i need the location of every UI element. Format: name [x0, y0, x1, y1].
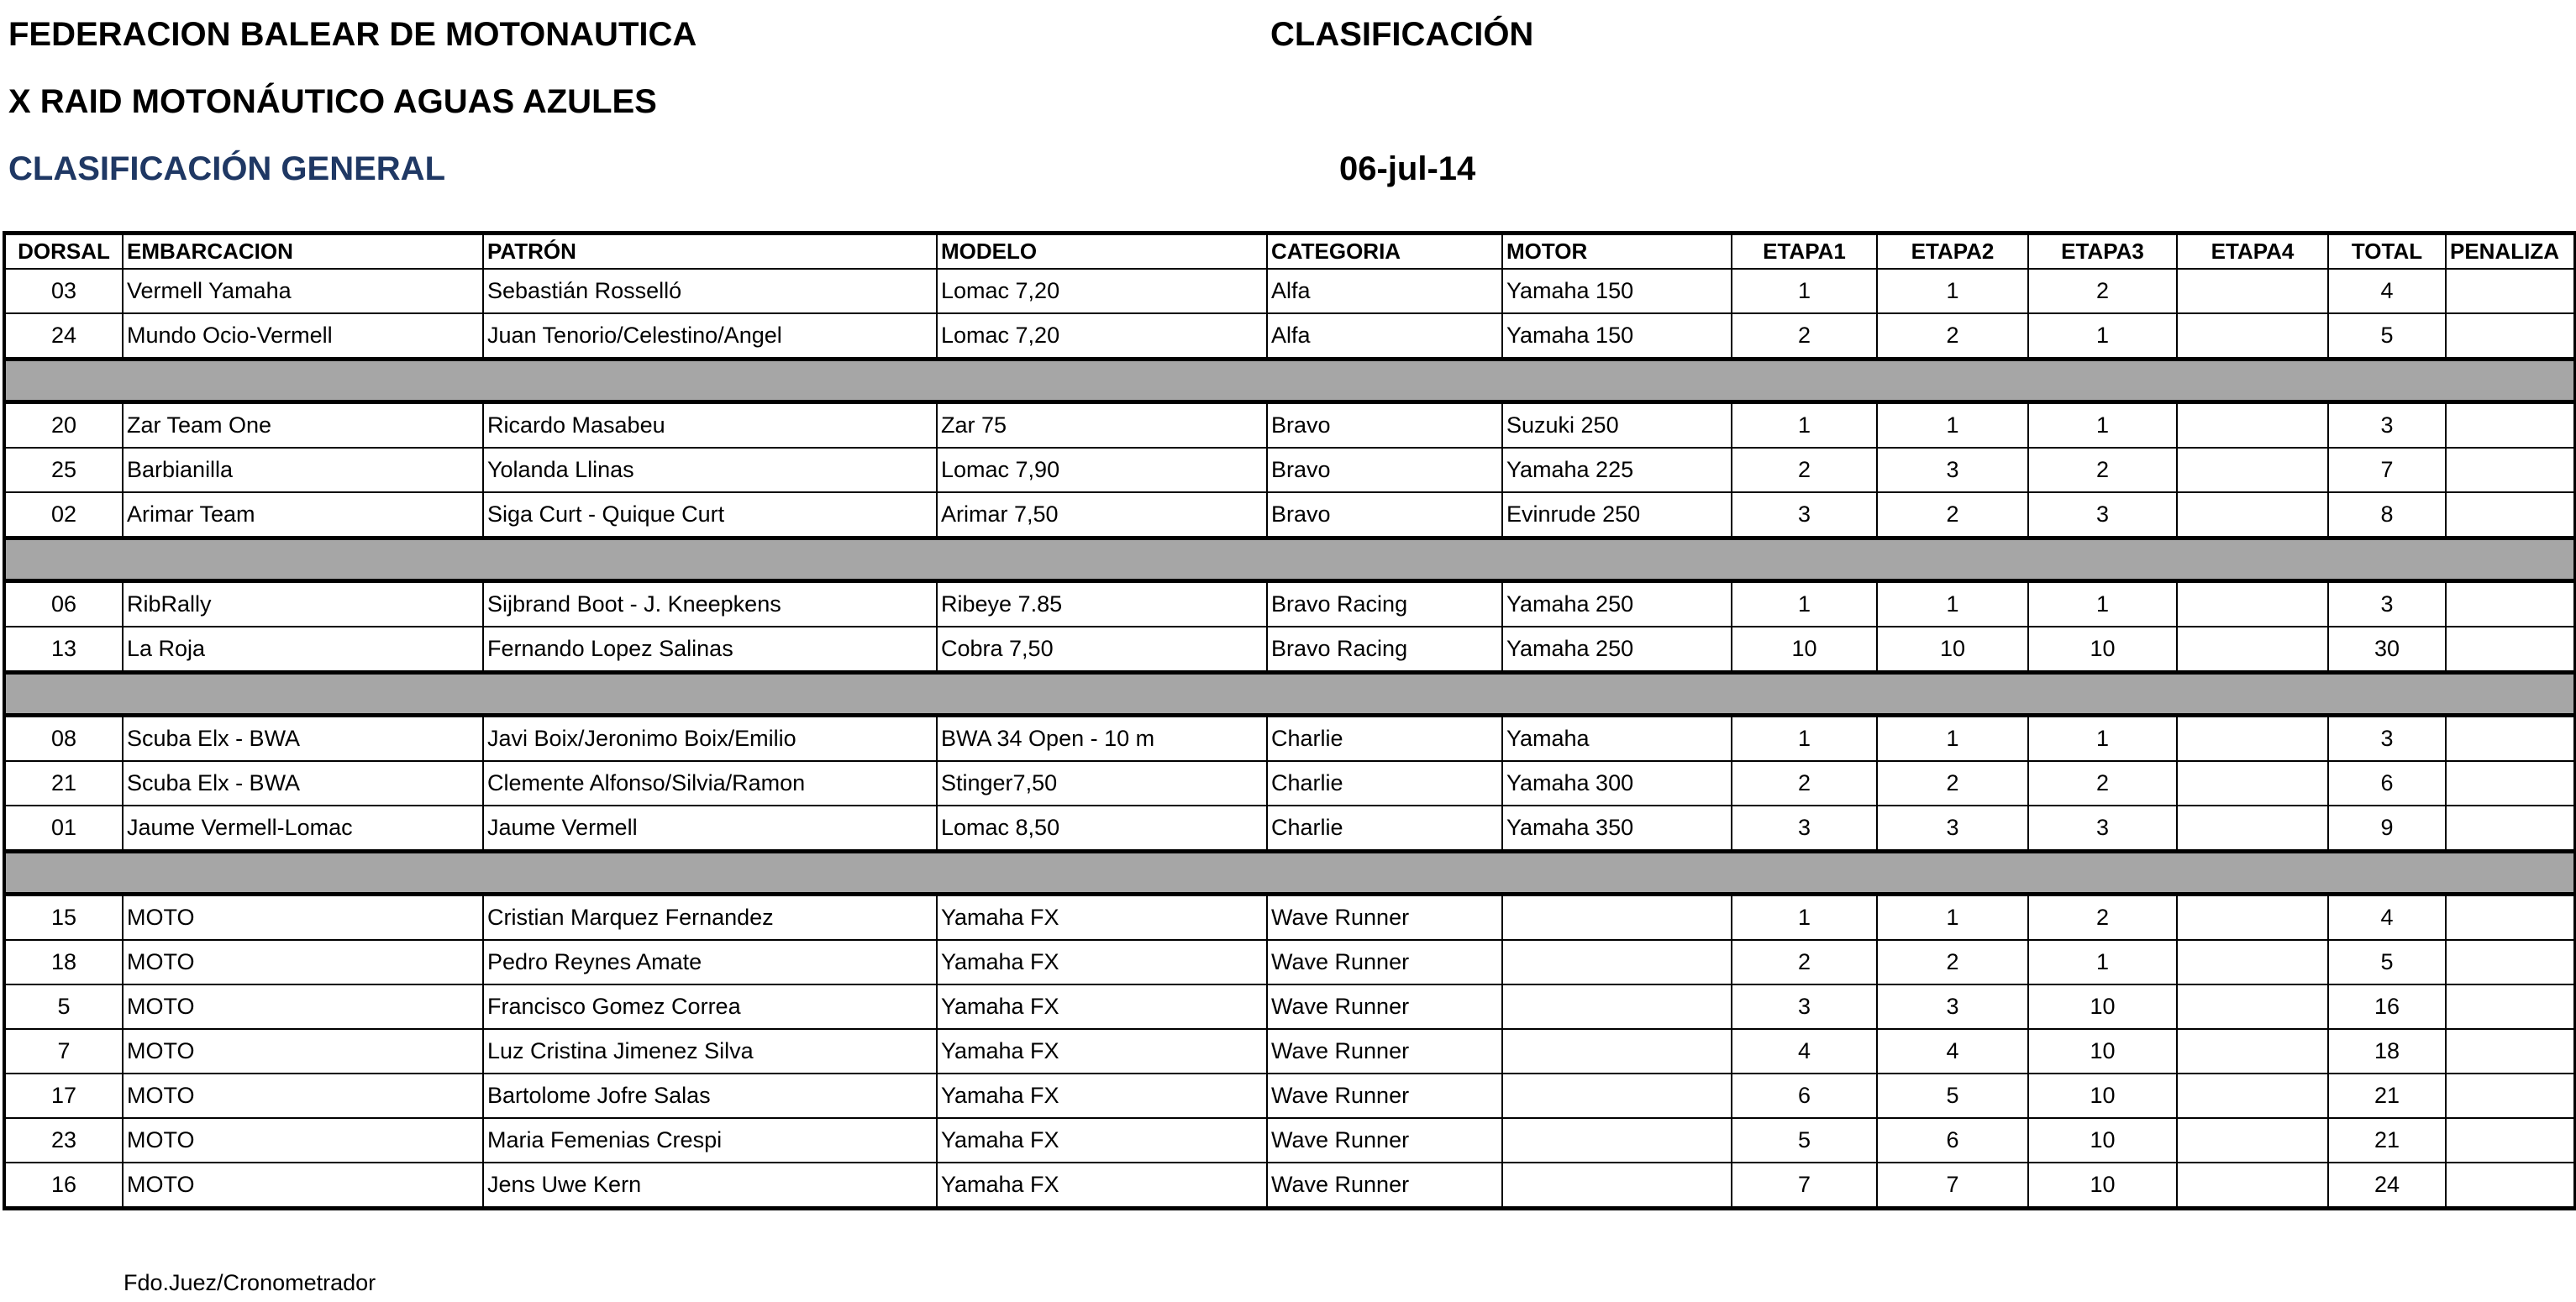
stage1-cell: 2 [1732, 940, 1877, 984]
stage1-cell: 1 [1732, 895, 1877, 941]
total-cell: 7 [2328, 448, 2446, 492]
table-row [4, 1029, 2575, 1074]
skipper-cell: Jens Uwe Kern [483, 1163, 937, 1209]
category-separator [4, 360, 2575, 402]
separator-band [4, 360, 2575, 402]
table-row [4, 269, 2575, 313]
general-classification-title: CLASIFICACIÓN GENERAL [8, 150, 445, 187]
column-header-etapa3: ETAPA3 [2028, 234, 2177, 270]
boat-cell: Mundo Ocio-Vermell [123, 313, 483, 360]
table-row [4, 492, 2575, 538]
boat-cell: MOTO [123, 1029, 483, 1074]
penalty-cell [2446, 895, 2575, 941]
dorsal-cell: 06 [4, 581, 123, 627]
dorsal-cell: 7 [4, 1029, 123, 1074]
total-cell: 3 [2328, 581, 2446, 627]
total-cell: 21 [2328, 1074, 2446, 1118]
table-row [4, 402, 2575, 449]
motor-cell: Evinrude 250 [1502, 492, 1732, 538]
column-header-total: TOTAL [2328, 234, 2446, 270]
total-cell: 30 [2328, 627, 2446, 673]
total-cell: 3 [2328, 716, 2446, 762]
stage4-cell [2177, 1163, 2328, 1209]
category-cell: Bravo [1267, 448, 1502, 492]
model-cell: Lomac 8,50 [937, 806, 1267, 852]
stage1-cell: 1 [1732, 716, 1877, 762]
stage1-cell: 5 [1732, 1118, 1877, 1163]
motor-cell: Suzuki 250 [1502, 402, 1732, 449]
skipper-cell: Fernando Lopez Salinas [483, 627, 937, 673]
stage4-cell [2177, 581, 2328, 627]
model-cell: Cobra 7,50 [937, 627, 1267, 673]
boat-cell: Scuba Elx - BWA [123, 716, 483, 762]
penalty-cell [2446, 269, 2575, 313]
category-cell: Charlie [1267, 761, 1502, 806]
table-row [4, 761, 2575, 806]
table-row [4, 1163, 2575, 1209]
column-header-dorsal: DORSAL [4, 234, 123, 270]
stage3-cell: 1 [2028, 313, 2177, 360]
motor-cell [1502, 984, 1732, 1029]
total-cell: 5 [2328, 313, 2446, 360]
stage2-cell: 7 [1877, 1163, 2028, 1209]
model-cell: Yamaha FX [937, 1029, 1267, 1074]
table-row [4, 895, 2575, 941]
skipper-cell: Bartolome Jofre Salas [483, 1074, 937, 1118]
stage1-cell: 7 [1732, 1163, 1877, 1209]
model-cell: Ribeye 7.85 [937, 581, 1267, 627]
motor-cell: Yamaha 300 [1502, 761, 1732, 806]
model-cell: BWA 34 Open - 10 m [937, 716, 1267, 762]
dorsal-cell: 23 [4, 1118, 123, 1163]
motor-cell: Yamaha 225 [1502, 448, 1732, 492]
motor-cell: Yamaha 250 [1502, 627, 1732, 673]
category-cell: Bravo Racing [1267, 581, 1502, 627]
model-cell: Lomac 7,90 [937, 448, 1267, 492]
boat-cell: RibRally [123, 581, 483, 627]
skipper-cell: Ricardo Masabeu [483, 402, 937, 449]
category-cell: Wave Runner [1267, 1074, 1502, 1118]
penalty-cell [2446, 1029, 2575, 1074]
stage3-cell: 1 [2028, 402, 2177, 449]
penalty-cell [2446, 984, 2575, 1029]
stage1-cell: 1 [1732, 581, 1877, 627]
dorsal-cell: 20 [4, 402, 123, 449]
stage1-cell: 2 [1732, 313, 1877, 360]
stage3-cell: 1 [2028, 940, 2177, 984]
boat-cell: Scuba Elx - BWA [123, 761, 483, 806]
category-cell: Wave Runner [1267, 1163, 1502, 1209]
stage3-cell: 2 [2028, 448, 2177, 492]
motor-cell [1502, 1074, 1732, 1118]
model-cell: Yamaha FX [937, 984, 1267, 1029]
category-separator [4, 673, 2575, 716]
motor-cell [1502, 940, 1732, 984]
stage4-cell [2177, 313, 2328, 360]
total-cell: 21 [2328, 1118, 2446, 1163]
stage4-cell [2177, 984, 2328, 1029]
stage4-cell [2177, 895, 2328, 941]
stage1-cell: 1 [1732, 402, 1877, 449]
column-header-penaliza: PENALIZA [2446, 234, 2575, 270]
stage2-cell: 6 [1877, 1118, 2028, 1163]
stage4-cell [2177, 806, 2328, 852]
penalty-cell [2446, 806, 2575, 852]
stage2-cell: 3 [1877, 984, 2028, 1029]
dorsal-cell: 13 [4, 627, 123, 673]
stage1-cell: 1 [1732, 269, 1877, 313]
category-cell: Alfa [1267, 269, 1502, 313]
boat-cell: Arimar Team [123, 492, 483, 538]
table-row [4, 806, 2575, 852]
penalty-cell [2446, 402, 2575, 449]
boat-cell: MOTO [123, 940, 483, 984]
stage3-cell: 10 [2028, 1118, 2177, 1163]
category-cell: Wave Runner [1267, 895, 1502, 941]
stage2-cell: 1 [1877, 895, 2028, 941]
dorsal-cell: 01 [4, 806, 123, 852]
event-date: 06-jul-14 [1339, 150, 1476, 187]
federation-name: FEDERACION BALEAR DE MOTONAUTICA [8, 16, 697, 53]
penalty-cell [2446, 313, 2575, 360]
table-row [4, 1118, 2575, 1163]
motor-cell: Yamaha 250 [1502, 581, 1732, 627]
model-cell: Stinger7,50 [937, 761, 1267, 806]
column-header-etapa2: ETAPA2 [1877, 234, 2028, 270]
stage4-cell [2177, 402, 2328, 449]
judge-signature-label: Fdo.Juez/Cronometrador [124, 1270, 376, 1295]
penalty-cell [2446, 627, 2575, 673]
penalty-cell [2446, 716, 2575, 762]
dorsal-cell: 18 [4, 940, 123, 984]
stage2-cell: 3 [1877, 806, 2028, 852]
stage1-cell: 3 [1732, 806, 1877, 852]
stage2-cell: 1 [1877, 402, 2028, 449]
penalty-cell [2446, 1074, 2575, 1118]
table-row [4, 716, 2575, 762]
stage2-cell: 2 [1877, 492, 2028, 538]
stage2-cell: 2 [1877, 940, 2028, 984]
category-cell: Charlie [1267, 806, 1502, 852]
results-table [3, 231, 2576, 1210]
penalty-cell [2446, 492, 2575, 538]
motor-cell [1502, 1163, 1732, 1209]
category-separator [4, 538, 2575, 581]
category-cell: Wave Runner [1267, 1029, 1502, 1074]
model-cell: Yamaha FX [937, 1074, 1267, 1118]
column-header-embarcacion: EMBARCACION [123, 234, 483, 270]
skipper-cell: Sebastián Rosselló [483, 269, 937, 313]
stage4-cell [2177, 716, 2328, 762]
model-cell: Arimar 7,50 [937, 492, 1267, 538]
dorsal-cell: 15 [4, 895, 123, 941]
stage3-cell: 10 [2028, 984, 2177, 1029]
boat-cell: MOTO [123, 984, 483, 1029]
stage4-cell [2177, 492, 2328, 538]
total-cell: 9 [2328, 806, 2446, 852]
stage2-cell: 2 [1877, 313, 2028, 360]
column-header-etapa4: ETAPA4 [2177, 234, 2328, 270]
stage3-cell: 10 [2028, 1074, 2177, 1118]
stage3-cell: 2 [2028, 895, 2177, 941]
motor-cell: Yamaha [1502, 716, 1732, 762]
stage4-cell [2177, 1118, 2328, 1163]
motor-cell [1502, 1029, 1732, 1074]
motor-cell: Yamaha 150 [1502, 269, 1732, 313]
stage4-cell [2177, 627, 2328, 673]
table-row [4, 448, 2575, 492]
stage3-cell: 2 [2028, 269, 2177, 313]
stage2-cell: 3 [1877, 448, 2028, 492]
stage2-cell: 1 [1877, 269, 2028, 313]
motor-cell [1502, 1118, 1732, 1163]
total-cell: 4 [2328, 269, 2446, 313]
total-cell: 16 [2328, 984, 2446, 1029]
table-row [4, 940, 2575, 984]
model-cell: Zar 75 [937, 402, 1267, 449]
skipper-cell: Maria Femenias Crespi [483, 1118, 937, 1163]
stage4-cell [2177, 761, 2328, 806]
skipper-cell: Sijbrand Boot - J. Kneepkens [483, 581, 937, 627]
stage1-cell: 6 [1732, 1074, 1877, 1118]
table-row [4, 984, 2575, 1029]
stage4-cell [2177, 269, 2328, 313]
skipper-cell: Yolanda Llinas [483, 448, 937, 492]
table-row [4, 1074, 2575, 1118]
motor-cell: Yamaha 150 [1502, 313, 1732, 360]
column-header-categoria: CATEGORIA [1267, 234, 1502, 270]
category-cell: Charlie [1267, 716, 1502, 762]
penalty-cell [2446, 581, 2575, 627]
model-cell: Yamaha FX [937, 1118, 1267, 1163]
boat-cell: Zar Team One [123, 402, 483, 449]
stage1-cell: 3 [1732, 984, 1877, 1029]
motor-cell: Yamaha 350 [1502, 806, 1732, 852]
dorsal-cell: 25 [4, 448, 123, 492]
boat-cell: MOTO [123, 1074, 483, 1118]
stage3-cell: 3 [2028, 492, 2177, 538]
penalty-cell [2446, 448, 2575, 492]
total-cell: 8 [2328, 492, 2446, 538]
stage1-cell: 3 [1732, 492, 1877, 538]
dorsal-cell: 17 [4, 1074, 123, 1118]
header-row [4, 234, 2575, 270]
stage4-cell [2177, 448, 2328, 492]
total-cell: 5 [2328, 940, 2446, 984]
dorsal-cell: 21 [4, 761, 123, 806]
stage2-cell: 10 [1877, 627, 2028, 673]
stage2-cell: 2 [1877, 761, 2028, 806]
skipper-cell: Juan Tenorio/Celestino/Angel [483, 313, 937, 360]
column-header-motor: MOTOR [1502, 234, 1732, 270]
skipper-cell: Jaume Vermell [483, 806, 937, 852]
document-title: CLASIFICACIÓN [1270, 16, 1534, 53]
table-body [4, 269, 2575, 1209]
dorsal-cell: 03 [4, 269, 123, 313]
category-cell: Bravo Racing [1267, 627, 1502, 673]
skipper-cell: Siga Curt - Quique Curt [483, 492, 937, 538]
dorsal-cell: 02 [4, 492, 123, 538]
stage2-cell: 1 [1877, 581, 2028, 627]
stage3-cell: 10 [2028, 1163, 2177, 1209]
separator-band [4, 673, 2575, 716]
total-cell: 18 [2328, 1029, 2446, 1074]
category-cell: Bravo [1267, 492, 1502, 538]
stage3-cell: 2 [2028, 761, 2177, 806]
category-cell: Wave Runner [1267, 984, 1502, 1029]
penalty-cell [2446, 940, 2575, 984]
dorsal-cell: 24 [4, 313, 123, 360]
stage1-cell: 4 [1732, 1029, 1877, 1074]
stage4-cell [2177, 940, 2328, 984]
stage3-cell: 3 [2028, 806, 2177, 852]
total-cell: 6 [2328, 761, 2446, 806]
total-cell: 4 [2328, 895, 2446, 941]
stage3-cell: 1 [2028, 716, 2177, 762]
skipper-cell: Clemente Alfonso/Silvia/Ramon [483, 761, 937, 806]
skipper-cell: Pedro Reynes Amate [483, 940, 937, 984]
boat-cell: MOTO [123, 1118, 483, 1163]
table-row [4, 627, 2575, 673]
skipper-cell: Cristian Marquez Fernandez [483, 895, 937, 941]
penalty-cell [2446, 1163, 2575, 1209]
column-header-etapa1: ETAPA1 [1732, 234, 1877, 270]
stage1-cell: 2 [1732, 448, 1877, 492]
category-separator [4, 852, 2575, 895]
table-row [4, 581, 2575, 627]
penalty-cell [2446, 761, 2575, 806]
stage2-cell: 1 [1877, 716, 2028, 762]
total-cell: 24 [2328, 1163, 2446, 1209]
table-row [4, 313, 2575, 360]
category-cell: Bravo [1267, 402, 1502, 449]
category-cell: Wave Runner [1267, 1118, 1502, 1163]
stage3-cell: 1 [2028, 581, 2177, 627]
model-cell: Yamaha FX [937, 1163, 1267, 1209]
separator-band [4, 852, 2575, 895]
model-cell: Lomac 7,20 [937, 313, 1267, 360]
stage2-cell: 5 [1877, 1074, 2028, 1118]
dorsal-cell: 08 [4, 716, 123, 762]
column-header-modelo: MODELO [937, 234, 1267, 270]
dorsal-cell: 5 [4, 984, 123, 1029]
stage2-cell: 4 [1877, 1029, 2028, 1074]
model-cell: Yamaha FX [937, 940, 1267, 984]
boat-cell: La Roja [123, 627, 483, 673]
stage1-cell: 2 [1732, 761, 1877, 806]
stage3-cell: 10 [2028, 627, 2177, 673]
stage4-cell [2177, 1029, 2328, 1074]
stage4-cell [2177, 1074, 2328, 1118]
boat-cell: Vermell Yamaha [123, 269, 483, 313]
separator-band [4, 538, 2575, 581]
boat-cell: Jaume Vermell-Lomac [123, 806, 483, 852]
boat-cell: MOTO [123, 1163, 483, 1209]
table-header [4, 234, 2575, 270]
dorsal-cell: 16 [4, 1163, 123, 1209]
boat-cell: MOTO [123, 895, 483, 941]
event-name: X RAID MOTONÁUTICO AGUAS AZULES [8, 83, 657, 120]
model-cell: Lomac 7,20 [937, 269, 1267, 313]
skipper-cell: Luz Cristina Jimenez Silva [483, 1029, 937, 1074]
penalty-cell [2446, 1118, 2575, 1163]
category-cell: Alfa [1267, 313, 1502, 360]
skipper-cell: Javi Boix/Jeronimo Boix/Emilio [483, 716, 937, 762]
boat-cell: Barbianilla [123, 448, 483, 492]
total-cell: 3 [2328, 402, 2446, 449]
column-header-patron: PATRÓN [483, 234, 937, 270]
motor-cell [1502, 895, 1732, 941]
category-cell: Wave Runner [1267, 940, 1502, 984]
model-cell: Yamaha FX [937, 895, 1267, 941]
skipper-cell: Francisco Gomez Correa [483, 984, 937, 1029]
stage1-cell: 10 [1732, 627, 1877, 673]
stage3-cell: 10 [2028, 1029, 2177, 1074]
